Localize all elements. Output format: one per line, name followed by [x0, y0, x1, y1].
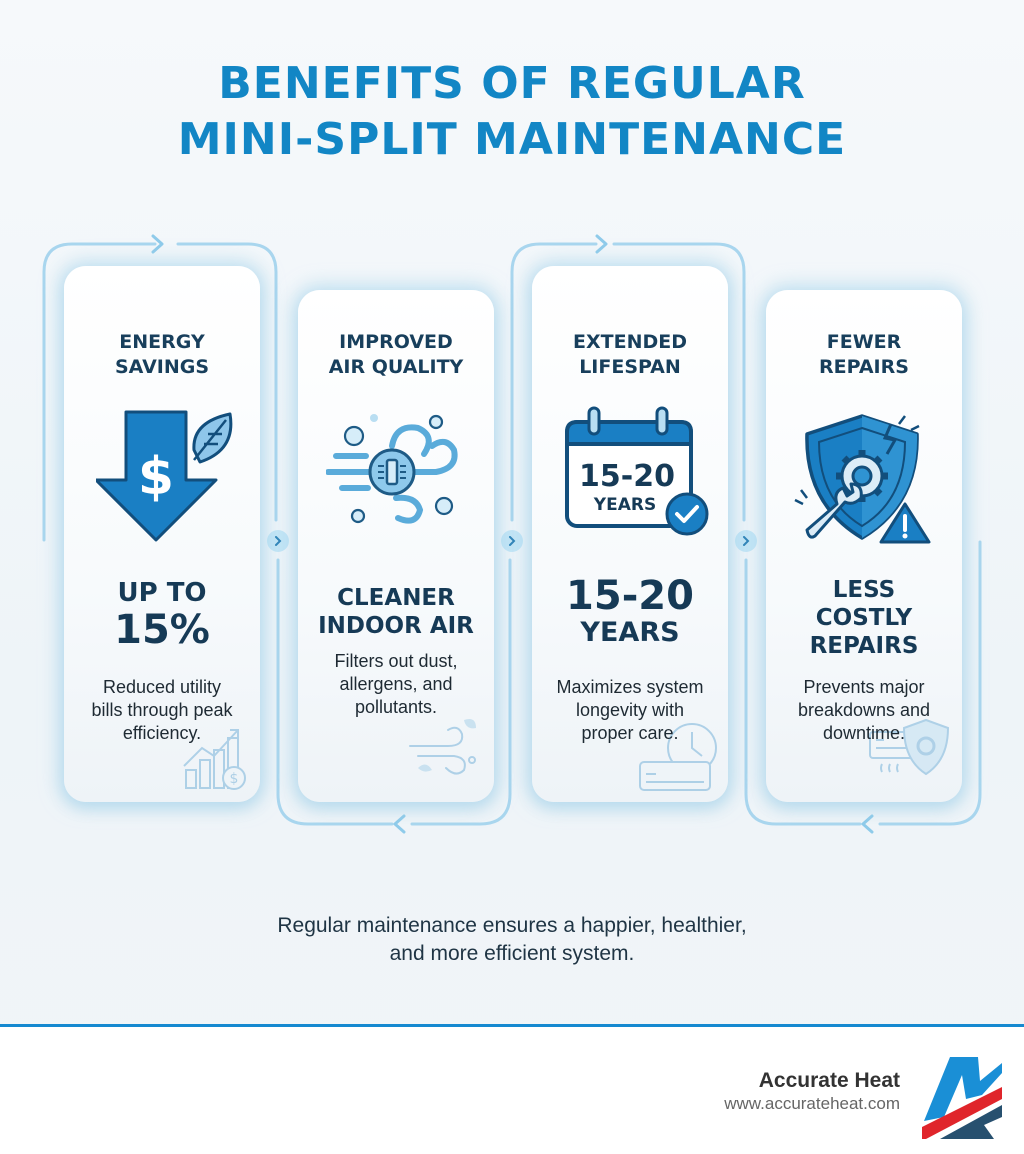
- desc-line: bills through peak: [91, 700, 233, 720]
- stat-line: REPAIRS: [809, 633, 919, 659]
- svg-text:$: $: [229, 771, 239, 787]
- card-stat: [766, 576, 962, 660]
- card-heading-line: ENERGY: [119, 331, 205, 353]
- stat-value: 15-20: [566, 573, 694, 619]
- card-description: [72, 676, 252, 745]
- card-stat: [532, 574, 728, 648]
- stat-line: LESS: [832, 577, 896, 603]
- card-heading-line: SAVINGS: [114, 356, 210, 378]
- calendar-check-icon: [563, 406, 713, 543]
- card-heading: [766, 330, 962, 380]
- desc-line: Maximizes system: [556, 677, 704, 697]
- desc-line: Prevents major: [803, 677, 925, 697]
- title-line-2: MINI-SPLIT MAINTENANCE: [177, 114, 847, 165]
- svg-text:15-20: 15-20: [579, 459, 675, 494]
- desc-line: pollutants.: [354, 697, 438, 717]
- card-heading: [298, 330, 494, 380]
- card-stat: [64, 578, 260, 652]
- shield-gear-wrench-warning-icon: [787, 408, 937, 553]
- card-description: [540, 676, 720, 745]
- card-energy-savings: [64, 266, 260, 802]
- card-heading-line: FEWER: [826, 331, 902, 353]
- card-heading: [64, 330, 260, 380]
- desc-line: efficiency.: [122, 723, 202, 743]
- card-improved-air-quality: [298, 290, 494, 802]
- card-heading-line: EXTENDED: [573, 331, 687, 353]
- card-heading: [532, 330, 728, 380]
- card-description: [306, 650, 486, 719]
- tagline-line: and more efficient system.: [389, 942, 635, 965]
- stat-line: UP TO: [117, 578, 207, 608]
- title-line-1: BENEFITS OF REGULAR: [218, 58, 806, 109]
- desc-line: breakdowns and: [797, 700, 931, 720]
- stat-line: YEARS: [580, 617, 680, 648]
- desc-line: downtime.: [822, 723, 906, 743]
- tagline-line: Regular maintenance ensures a happier, healthier,: [277, 914, 747, 937]
- tagline: [0, 912, 1024, 968]
- stat-line: INDOOR AIR: [318, 613, 474, 639]
- arrow-left-icon: [395, 816, 404, 832]
- desc-line: Reduced utility: [102, 677, 222, 697]
- card-heading-line: LIFESPAN: [579, 356, 681, 378]
- stat-line: CLEANER: [337, 585, 455, 611]
- dollar-down-arrow-leaf-icon: [96, 408, 236, 549]
- desc-line: allergens, and: [339, 674, 453, 694]
- card-stat: [298, 584, 494, 640]
- desc-line: longevity with: [575, 700, 685, 720]
- chevron-right-icon: [735, 530, 757, 552]
- stat-value: 15%: [114, 607, 210, 653]
- card-heading-line: REPAIRS: [819, 356, 909, 378]
- accurate-heat-logo-icon: [920, 1055, 1002, 1144]
- chevron-right-icon: [267, 530, 289, 552]
- card-fewer-repairs: [766, 290, 962, 802]
- air-filter-wind-icon: [326, 406, 466, 531]
- card-heading-line: IMPROVED: [339, 331, 453, 353]
- card-description: [774, 676, 954, 745]
- arrow-left-icon: [863, 816, 872, 832]
- wind-leaves-icon: [408, 716, 482, 781]
- card-heading-line: AIR QUALITY: [328, 356, 464, 378]
- svg-text:YEARS: YEARS: [593, 495, 657, 515]
- stat-line: COSTLY: [815, 605, 913, 631]
- footer: [0, 1024, 1024, 1154]
- card-extended-lifespan: [532, 266, 728, 802]
- svg-text:$: $: [137, 447, 175, 507]
- chevron-right-icon: [501, 530, 523, 552]
- brand-name: Accurate Heat: [758, 1069, 900, 1092]
- desc-line: Filters out dust,: [334, 651, 458, 671]
- brand-url-link[interactable]: www.accurateheat.com: [724, 1094, 900, 1113]
- arrow-right-icon: [597, 236, 606, 252]
- desc-line: proper care.: [581, 723, 679, 743]
